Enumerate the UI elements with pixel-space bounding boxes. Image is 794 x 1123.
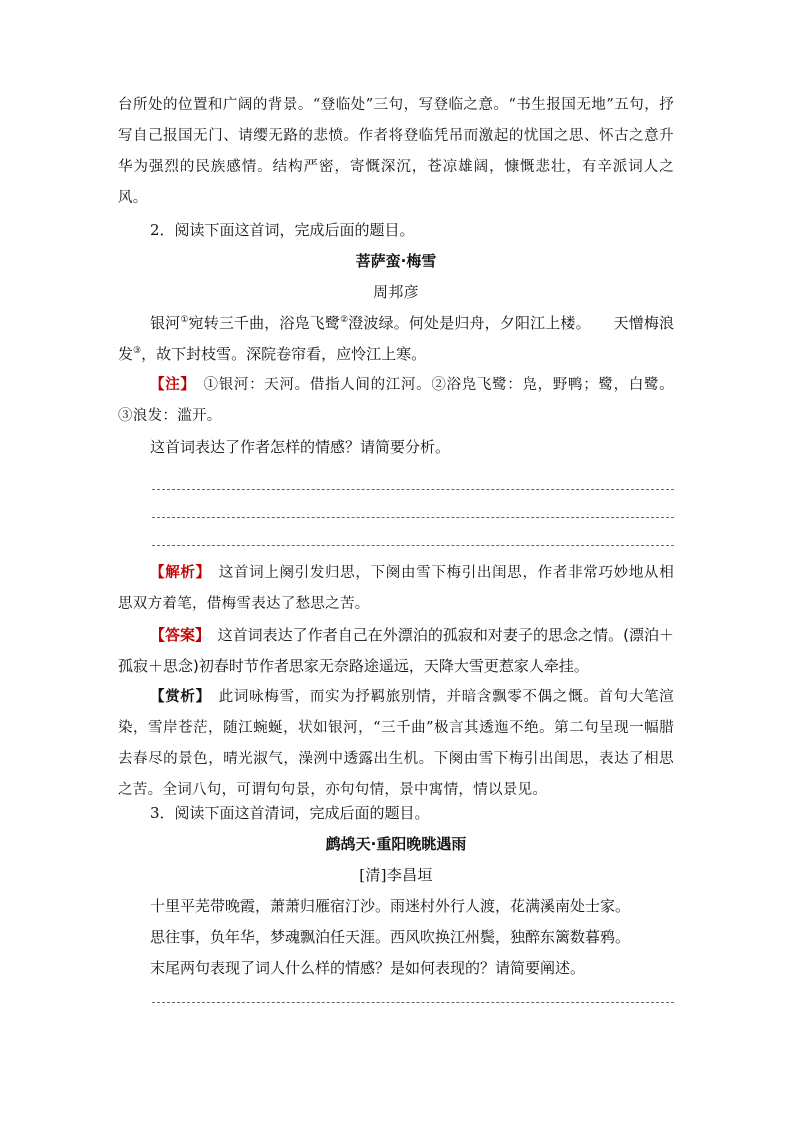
q2-answer-text: 这首词表达了作者自己在外漂泊的孤寂和对妻子的思念之情。(漂泊＋孤寂＋思念)初春时节作者思家无奈路途遥远，天降大雪更惹家人牵挂。	[118, 626, 674, 675]
q2-poem-part1: 银河	[150, 314, 181, 332]
intro-block	[118, 90, 674, 214]
q2-poem-author: 周邦彦	[373, 283, 419, 301]
q2-poem-part2: 宛转三千曲，浴凫飞鹭	[188, 314, 341, 332]
q2-analysis-text: 这首词上阕引发归思，下阕由雪下梅引出闺思，作者非常巧妙地从相思双方着笔，借梅雪表达了愁思之苦。	[118, 565, 675, 612]
q2-poem-title: 菩萨蛮·梅雪	[355, 252, 437, 270]
question-3	[118, 798, 674, 1003]
q2-answer	[118, 620, 674, 682]
q2-poem-text	[118, 308, 674, 370]
q3-poem-author: [清]李昌垣	[359, 866, 433, 884]
q2-note-tag: 【注】	[150, 377, 189, 393]
q2-poem-part3: 澄波绿。何处是归舟，夕阳江上楼。 天憎梅浪发	[118, 314, 674, 363]
answer-line[interactable]	[152, 489, 674, 490]
q2-question: 这首词表达了作者怎样的情感？请简要分析。	[150, 438, 451, 456]
answer-line[interactable]	[152, 1002, 674, 1003]
q2-note-text: ①银河：天河。借指人间的江河。②浴凫飞鹭：凫，野鸭；鹭，白鹭。③浪发：滥开。	[118, 377, 674, 424]
q2-analysis-tag: 【解析】	[150, 565, 204, 581]
q2-prompt: 2．阅读下面这首词，完成后面的题目。	[150, 221, 415, 239]
q2-appreciation-tag: 【赏析】	[150, 689, 204, 705]
q3-poem-line-2: 思往事，负年华，梦魂飘泊任天涯。西风吹换江州鬓，独醉东篱数暮鸦。	[150, 928, 631, 946]
q3-poem-line-1: 十里平芜带晚霞，萧萧归雁宿汀沙。雨迷村外行人渡，花满溪南处士家。	[150, 897, 631, 915]
q2-note	[118, 370, 674, 432]
q2-answer-tag: 【答案】	[150, 626, 203, 644]
q2-analysis	[118, 558, 674, 620]
q2-footnote-3: ③	[133, 346, 142, 356]
q2-poem-part4: ，故下封枝雪。深院卷帘看，应怜江上寒。	[141, 345, 427, 363]
answer-line[interactable]	[152, 517, 674, 518]
intro-paragraph: 台所处的位置和广阔的背景。“登临处”三句，写登临之意。“书生报国无地”五句，抒写自己报国无门、请缨无路的悲愤。作者将登临凭吊而激起的忧国之思、怀古之意升华为强烈的民族感情。结构严密，寄慨深沉，苍凉雄阔，慷慨悲壮，有辛派词人之风。	[118, 97, 674, 206]
q2-footnote-1: ①	[180, 315, 189, 325]
q3-prompt: 3．阅读下面这首清词，完成后面的题目。	[150, 804, 430, 822]
q3-poem-title: 鹧鸪天·重阳晚眺遇雨	[325, 835, 467, 853]
q2-appreciation-text: 此词咏梅雪，而实为抒羁旅别情，并暗含飘零不偶之慨。首句大笔渲染，雪岸苍茫，随江蜿蜒，状如银河，“三千曲”极言其透迤不绝。第二句呈现一幅腊去春尽的景色，晴光淑气，澡洌中透露出生机。下阕由雪下梅引出闺思，表达了相思之苦。全词八句，可谓句句景，亦句句情，景中寓情，情以景见。	[118, 689, 675, 798]
q3-question: 末尾两句表现了词人什么样的情感？是如何表现的？请简要阐述。	[150, 959, 586, 977]
question-2	[118, 215, 674, 806]
q2-appreciation	[118, 682, 674, 806]
q2-footnote-2: ②	[340, 315, 349, 325]
